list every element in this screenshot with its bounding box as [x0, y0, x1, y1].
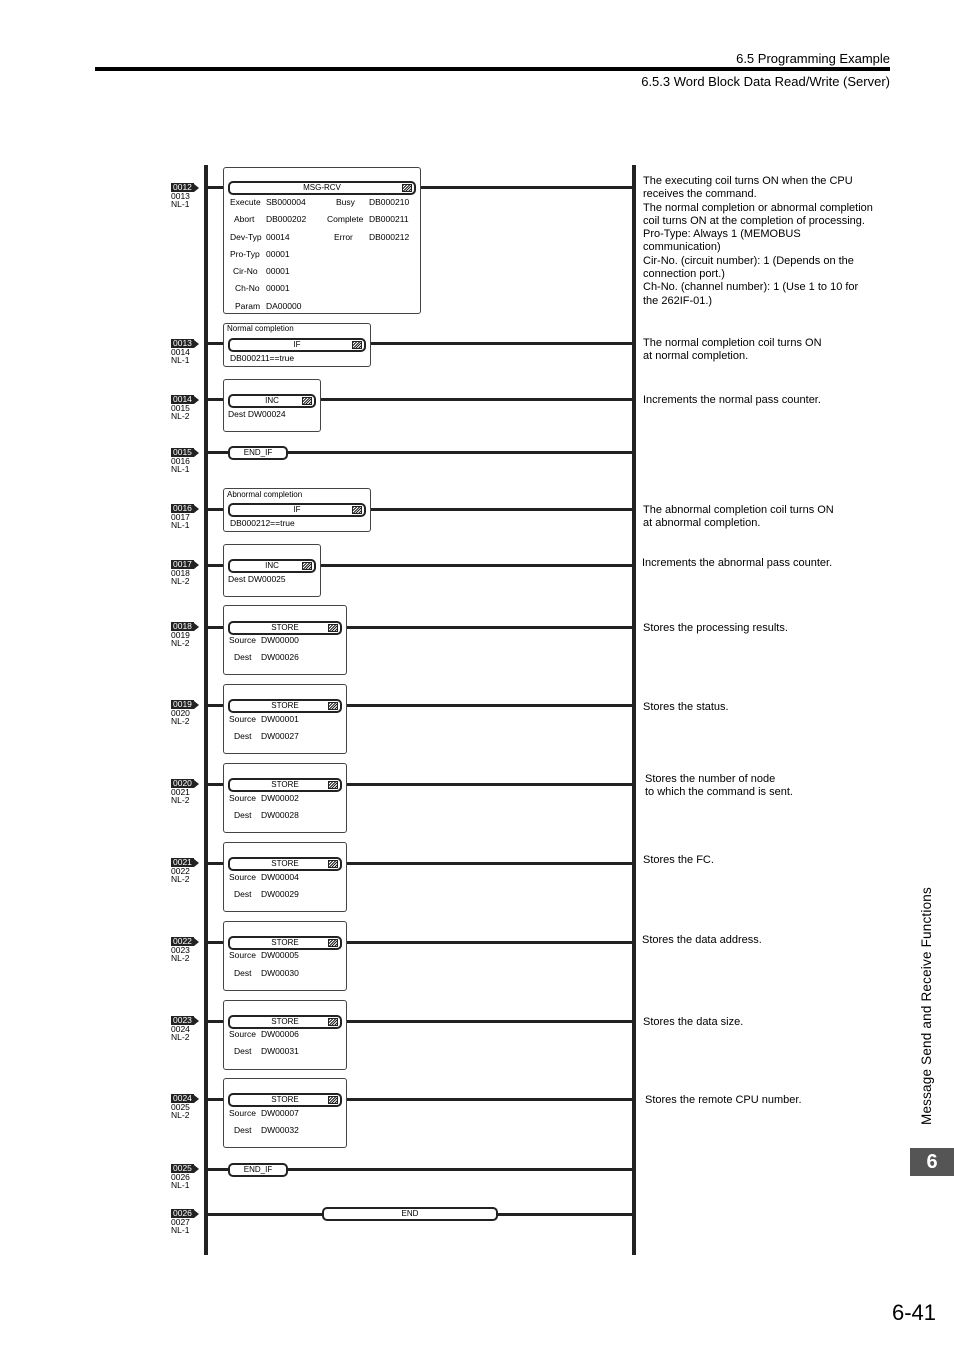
rung-line — [342, 704, 633, 707]
page-number: 6-41 — [892, 1300, 937, 1325]
param-label: Dev-Typ — [230, 232, 262, 242]
store-source-value: DW00004 — [261, 872, 299, 882]
inc-abnormal-block — [223, 544, 321, 597]
rung-line — [342, 1098, 633, 1101]
step-number: 0013 0014 NL-1 — [171, 339, 199, 365]
param-label: Cir-No — [233, 266, 258, 276]
block-caption: Abnormal completion — [227, 490, 303, 499]
function-icon — [328, 624, 338, 632]
rung-line — [316, 564, 633, 567]
function-icon — [328, 781, 338, 789]
rung-line — [286, 1168, 633, 1171]
store-dest-value: DW00031 — [261, 1046, 299, 1056]
function-icon — [328, 860, 338, 868]
param-label: Execute — [230, 197, 261, 207]
store-dest-value: DW00032 — [261, 1125, 299, 1135]
step-number: 0021 0022 NL-2 — [171, 858, 199, 884]
store-source-value: DW00001 — [261, 714, 299, 724]
store-source-value: DW00006 — [261, 1029, 299, 1039]
param-value: DB000212 — [369, 232, 410, 242]
function-icon — [352, 506, 362, 514]
param-label: Complete — [327, 214, 364, 224]
step-number: 0022 0023 NL-2 — [171, 937, 199, 963]
param-value: 00001 — [266, 249, 290, 259]
header-rule — [95, 67, 890, 71]
store-source-value: DW00005 — [261, 950, 299, 960]
param-value: DB000210 — [369, 197, 410, 207]
store-title: STORE — [228, 857, 342, 871]
store-dest-label: Dest — [234, 1046, 252, 1056]
step-number: 0020 0021 NL-2 — [171, 779, 199, 805]
step-number: 0025 0026 NL-1 — [171, 1164, 199, 1190]
end-if-block: END_IF — [228, 1163, 288, 1177]
rung-line — [342, 626, 633, 629]
end-if-block: END_IF — [228, 446, 288, 460]
if-title: IF — [228, 338, 366, 352]
subsection-title: 6.5.3 Word Block Data Read/Write (Server) — [641, 74, 890, 89]
section-title: 6.5 Programming Example — [736, 51, 890, 66]
rung-line — [496, 1213, 633, 1216]
inc-dest: Dest DW00024 — [228, 409, 286, 419]
step-number: 0026 0027 NL-1 — [171, 1209, 199, 1235]
store-title: STORE — [228, 1093, 342, 1107]
note-normal-completion: The normal completion coil turns ON at normal completion. — [643, 337, 822, 363]
store-dest-label: Dest — [234, 968, 252, 978]
step-number: 0014 0015 NL-2 — [171, 395, 199, 421]
store-source-label: Source — [229, 872, 256, 882]
store-block — [223, 921, 347, 991]
if-condition: DB000212==true — [230, 518, 295, 528]
rung-line — [416, 186, 633, 189]
step-number: 0015 0016 NL-1 — [171, 448, 199, 474]
inc-title: INC — [228, 394, 316, 408]
param-value: SB000004 — [266, 197, 306, 207]
note-msg-rcv: The executing coil turns ON when the CPU receives the command. The normal completion or abnormal completion coil turns ON at the completion of processing. Pro-Type: Always 1 (MEMOBUS communication) Cir-No. (circuit number): 1 (Depends on the connection port.) Ch-No. (channel number): 1 (Use 1 to 10 for the 262IF-01.) — [643, 175, 873, 307]
store-source-value: DW00002 — [261, 793, 299, 803]
store-source-label: Source — [229, 793, 256, 803]
step-number: 0012 0013 NL-1 — [171, 183, 199, 209]
store-block — [223, 842, 347, 912]
param-value: 00014 — [266, 232, 290, 242]
if-condition: DB000211==true — [230, 353, 295, 363]
left-power-rail — [204, 165, 208, 1255]
function-icon — [328, 1096, 338, 1104]
param-value: 00001 — [266, 283, 290, 293]
rung-line — [316, 398, 633, 401]
function-icon — [302, 562, 312, 570]
store-block — [223, 684, 347, 754]
param-label: Busy — [336, 197, 355, 207]
param-value: DB000202 — [266, 214, 307, 224]
param-value: 00001 — [266, 266, 290, 276]
note-abnormal-counter: Increments the abnormal pass counter. — [642, 557, 833, 569]
chapter-title: Message Send and Receive Functions — [919, 887, 934, 1125]
store-source-label: Source — [229, 1029, 256, 1039]
rung-line — [342, 1020, 633, 1023]
step-number: 0017 0018 NL-2 — [171, 560, 199, 586]
param-label: Ch-No — [235, 283, 260, 293]
store-source-value: DW00007 — [261, 1108, 299, 1118]
rung-line — [366, 342, 633, 345]
store-block — [223, 605, 347, 675]
rung-line — [207, 1168, 229, 1171]
rung-line — [342, 941, 633, 944]
store-dest-label: Dest — [234, 889, 252, 899]
note-abnormal-completion: The abnormal completion coil turns ON at abnormal completion. — [643, 504, 834, 530]
note-store-address: Stores the data address. — [642, 934, 762, 946]
note-store-size: Stores the data size. — [643, 1016, 744, 1028]
store-dest-label: Dest — [234, 810, 252, 820]
note-store-fc: Stores the FC. — [643, 854, 714, 866]
param-value: DB000211 — [369, 214, 409, 224]
step-number: 0018 0019 NL-2 — [171, 622, 199, 648]
store-dest-label: Dest — [234, 652, 252, 662]
note-store-results: Stores the processing results. — [643, 622, 788, 634]
function-icon — [328, 1018, 338, 1026]
note-normal-counter: Increments the normal pass counter. — [643, 394, 821, 406]
store-source-label: Source — [229, 950, 256, 960]
param-label: Param — [235, 301, 261, 311]
store-block — [223, 1000, 347, 1070]
note-store-node: Stores the number of node to which the command is sent. — [645, 773, 793, 799]
function-icon — [352, 341, 362, 349]
store-dest-value: DW00026 — [261, 652, 299, 662]
inc-title: INC — [228, 559, 316, 573]
rung-line — [342, 862, 633, 865]
step-number: 0023 0024 NL-2 — [171, 1016, 199, 1042]
store-dest-label: Dest — [234, 731, 252, 741]
store-block — [223, 763, 347, 833]
inc-normal-block — [223, 379, 321, 432]
if-abnormal-block — [223, 488, 371, 532]
step-number: 0016 0017 NL-1 — [171, 504, 199, 530]
end-block: END — [322, 1207, 498, 1221]
block-caption: Normal completion — [227, 324, 294, 333]
if-normal-block — [223, 323, 371, 367]
store-title: STORE — [228, 699, 342, 713]
rung-line — [342, 783, 633, 786]
rung-line — [286, 451, 633, 454]
function-icon — [402, 184, 412, 192]
param-value: DA00000 — [266, 301, 302, 311]
store-source-label: Source — [229, 714, 256, 724]
inc-dest: Dest DW00025 — [228, 574, 286, 584]
store-dest-value: DW00030 — [261, 968, 299, 978]
chapter-number-tab: 6 — [910, 1148, 954, 1176]
param-label: Error — [334, 232, 353, 242]
store-source-label: Source — [229, 635, 256, 645]
param-label: Pro-Typ — [230, 249, 260, 259]
note-store-status: Stores the status. — [643, 701, 729, 713]
function-icon — [328, 939, 338, 947]
rung-line — [207, 451, 229, 454]
store-dest-label: Dest — [234, 1125, 252, 1135]
store-dest-value: DW00029 — [261, 889, 299, 899]
step-number: 0019 0020 NL-2 — [171, 700, 199, 726]
msg-rcv-block — [223, 167, 421, 314]
note-store-cpu: Stores the remote CPU number. — [645, 1094, 802, 1106]
store-title: STORE — [228, 621, 342, 635]
if-title: IF — [228, 503, 366, 517]
msg-rcv-title: MSG-RCV — [228, 181, 416, 195]
function-icon — [328, 702, 338, 710]
store-source-value: DW00000 — [261, 635, 299, 645]
step-number: 0024 0025 NL-2 — [171, 1094, 199, 1120]
store-dest-value: DW00027 — [261, 731, 299, 741]
rung-line — [366, 508, 633, 511]
store-block — [223, 1078, 347, 1148]
function-icon — [302, 397, 312, 405]
store-title: STORE — [228, 936, 342, 950]
param-label: Abort — [234, 214, 255, 224]
store-title: STORE — [228, 1015, 342, 1029]
store-title: STORE — [228, 778, 342, 792]
rung-line — [207, 1213, 323, 1216]
store-source-label: Source — [229, 1108, 256, 1118]
store-dest-value: DW00028 — [261, 810, 299, 820]
right-power-rail — [632, 165, 636, 1255]
